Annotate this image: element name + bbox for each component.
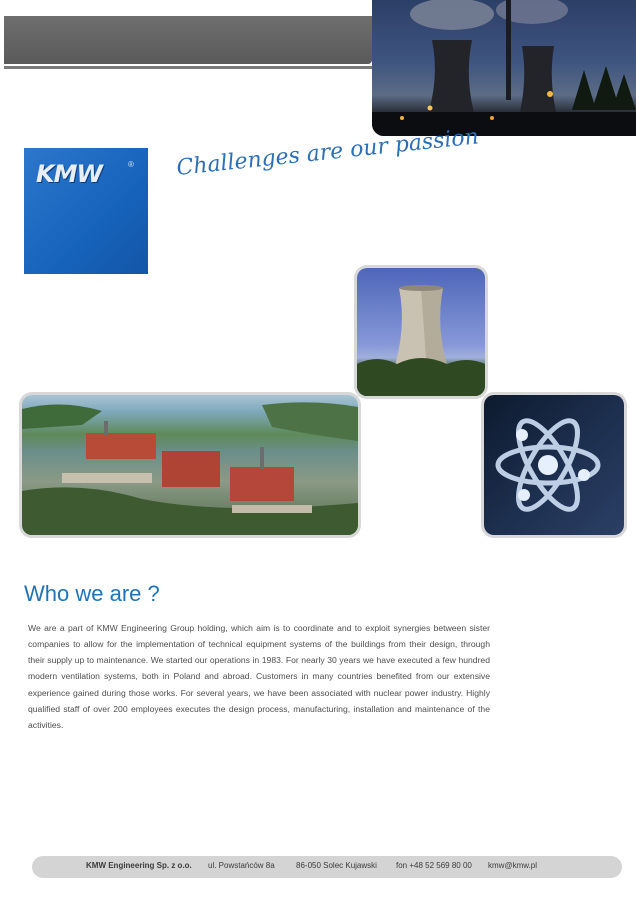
aerial-plant-photo — [22, 395, 358, 535]
logo-text: KMW — [36, 160, 102, 188]
company-logo — [24, 148, 148, 274]
footer-city: 86-050 Solec Kujawski — [296, 861, 377, 870]
footer-company: KMW Engineering Sp. z o.o. — [86, 861, 192, 870]
footer-address: ul. Powstańców 8a — [208, 861, 275, 870]
slogan: Challenges are our passion — [175, 124, 480, 181]
footer-bar — [32, 856, 622, 878]
cooling-tower-photo — [357, 268, 485, 396]
section-body: We are a part of KMW Engineering Group holding, which aim is to coordinate and to exploit synergies between sister companies to allow for the implementation of technical equipment systems of the buildings from their design, through their supply up to maintenance. We started our operations in 1983. For nearly 30 years we have executed a few hundred modern ventilation systems, both in Poland and abroad. Customers in many countries benefited from our extensive experience gained during those works. For several years, we have been associated with nuclear power industry. Highly qualified staff of over 200 employees executes the design process, manufacturing, installation and maintenance of the activities. — [28, 622, 490, 731]
night-cooling-towers-photo — [372, 0, 636, 136]
header-divider — [4, 66, 372, 69]
registered-mark: ® — [128, 160, 134, 169]
footer-phone: fon +48 52 569 80 00 — [396, 861, 472, 870]
section-title: Who we are ? — [24, 580, 160, 606]
footer-email[interactable]: kmw@kmw.pl — [488, 861, 538, 870]
header-bar — [4, 16, 372, 64]
atom-symbol-image — [484, 395, 624, 535]
